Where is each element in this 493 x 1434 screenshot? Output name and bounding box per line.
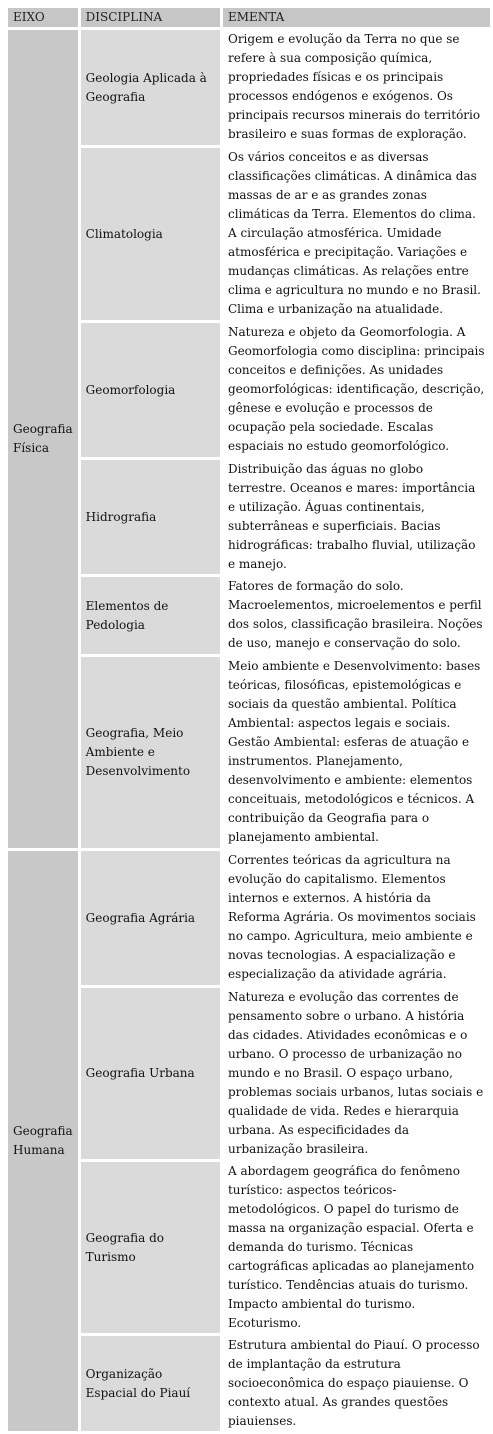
table-row bbox=[8, 657, 490, 848]
eixo-cell: Geografia Humana bbox=[8, 851, 78, 1431]
disciplina-cell: Hidrografia bbox=[81, 460, 220, 574]
table-row bbox=[8, 851, 490, 985]
ementa-cell: Meio ambiente e Desenvolvimento: bases teóricas, filosóficas, epistemológicas e sociais da questão ambiental. Política Ambiental: aspectos legais e sociais. Gestão Ambiental: esferas de atuação e instrumentos. Planejamento, desenvolvimento e ambiente: elementos conceituais, metodológicos e técnicos. A contribuição da Geografia para o planejamento ambiental. bbox=[223, 657, 490, 848]
ementa-cell: Fatores de formação do solo. Macroelementos, microelementos e perfil dos solos, classificação brasileira. Noções de uso, manejo e conservação do solo. bbox=[223, 577, 490, 654]
table-row bbox=[8, 148, 490, 320]
ementa-cell: Natureza e evolução das correntes de pensamento sobre o urbano. A história das cidades. Atividades econômicas e o urbano. O processo de urbanização no mundo e no Brasil. O espaço urbano, problemas sociais urbanos, lutas sociais e qualidade de vida. Redes e hierarquia urbana. As especificidades da urbanização brasileira. bbox=[223, 988, 490, 1159]
disciplina-cell: Geologia Aplicada à Geografia bbox=[81, 30, 220, 145]
ementa-cell: Correntes teóricas da agricultura na evolução do capitalismo. Elementos internos e externos. A história da Reforma Agrária. Os movimentos sociais no campo. Agricultura, meio ambiente e novas tecnologias. A espacialização e especialização da atividade agrária. bbox=[223, 851, 490, 985]
ementa-cell: Estrutura ambiental do Piauí. O processo de implantação da estrutura socioeconômica do espaço piauiense. O contexto atual. As grandes questões piauienses. bbox=[223, 1336, 490, 1431]
header-eixo: EIXO bbox=[8, 8, 78, 27]
disciplina-cell: Geografia Urbana bbox=[81, 988, 220, 1159]
header-disciplina: DISCIPLINA bbox=[81, 8, 220, 27]
ementa-cell: A abordagem geográfica do fenômeno turístico: aspectos teóricos-metodológicos. O papel do turismo de massa na organização espacial. Oferta e demanda do turismo. Técnicas cartográficas aplicadas ao planejamento turístico. Tendências atuais do turismo. Impacto ambiental do turismo. Ecoturismo. bbox=[223, 1162, 490, 1333]
eixo-cell: Geografia Física bbox=[8, 30, 78, 848]
header-ementa: EMENTA bbox=[223, 8, 490, 27]
ementa-cell: Os vários conceitos e as diversas classificações climáticas. A dinâmica das massas de ar e as grandes zonas climáticas da Terra. Elementos do clima. A circulação atmosférica. Umidade atmosférica e precipitação. Variações e mudanças climáticas. As relações entre clima e agricultura no mundo e no Brasil. Clima e urbanização na atualidade. bbox=[223, 148, 490, 320]
table-row bbox=[8, 1336, 490, 1431]
ementa-cell: Origem e evolução da Terra no que se refere à sua composição química, propriedades físicas e os principais processos endógenos e exógenos. Os principais recursos minerais do território brasileiro e suas formas de exploração. bbox=[223, 30, 490, 145]
disciplina-cell: Geografia do Turismo bbox=[81, 1162, 220, 1333]
disciplina-cell: Organização Espacial do Piauí bbox=[81, 1336, 220, 1431]
disciplina-cell: Geografia, Meio Ambiente e Desenvolvimento bbox=[81, 657, 220, 848]
table-row bbox=[8, 1162, 490, 1333]
disciplina-cell: Geomorfologia bbox=[81, 323, 220, 457]
table-row bbox=[8, 30, 490, 145]
table-row bbox=[8, 460, 490, 574]
disciplina-cell: Climatologia bbox=[81, 148, 220, 320]
ementa-cell: Natureza e objeto da Geomorfologia. A Geomorfologia como disciplina: principais conceitos e definições. As unidades geomorfológicas: identificação, descrição, gênese e evolução e processos de ocupação pela sociedade. Escalas espaciais no estudo geomorfológico. bbox=[223, 323, 490, 457]
table-row bbox=[8, 988, 490, 1159]
table-row bbox=[8, 577, 490, 654]
header-row bbox=[8, 8, 490, 27]
ementa-cell: Distribuição das águas no globo terrestre. Oceanos e mares: importância e utilização. Águas continentais, subterrâneas e superficiais. Bacias hidrográficas: trabalho fluvial, utilização e manejo. bbox=[223, 460, 490, 574]
disciplina-cell: Geografia Agrária bbox=[81, 851, 220, 985]
disciplina-cell: Elementos de Pedologia bbox=[81, 577, 220, 654]
curriculum-table bbox=[5, 5, 493, 1434]
table-row bbox=[8, 323, 490, 457]
